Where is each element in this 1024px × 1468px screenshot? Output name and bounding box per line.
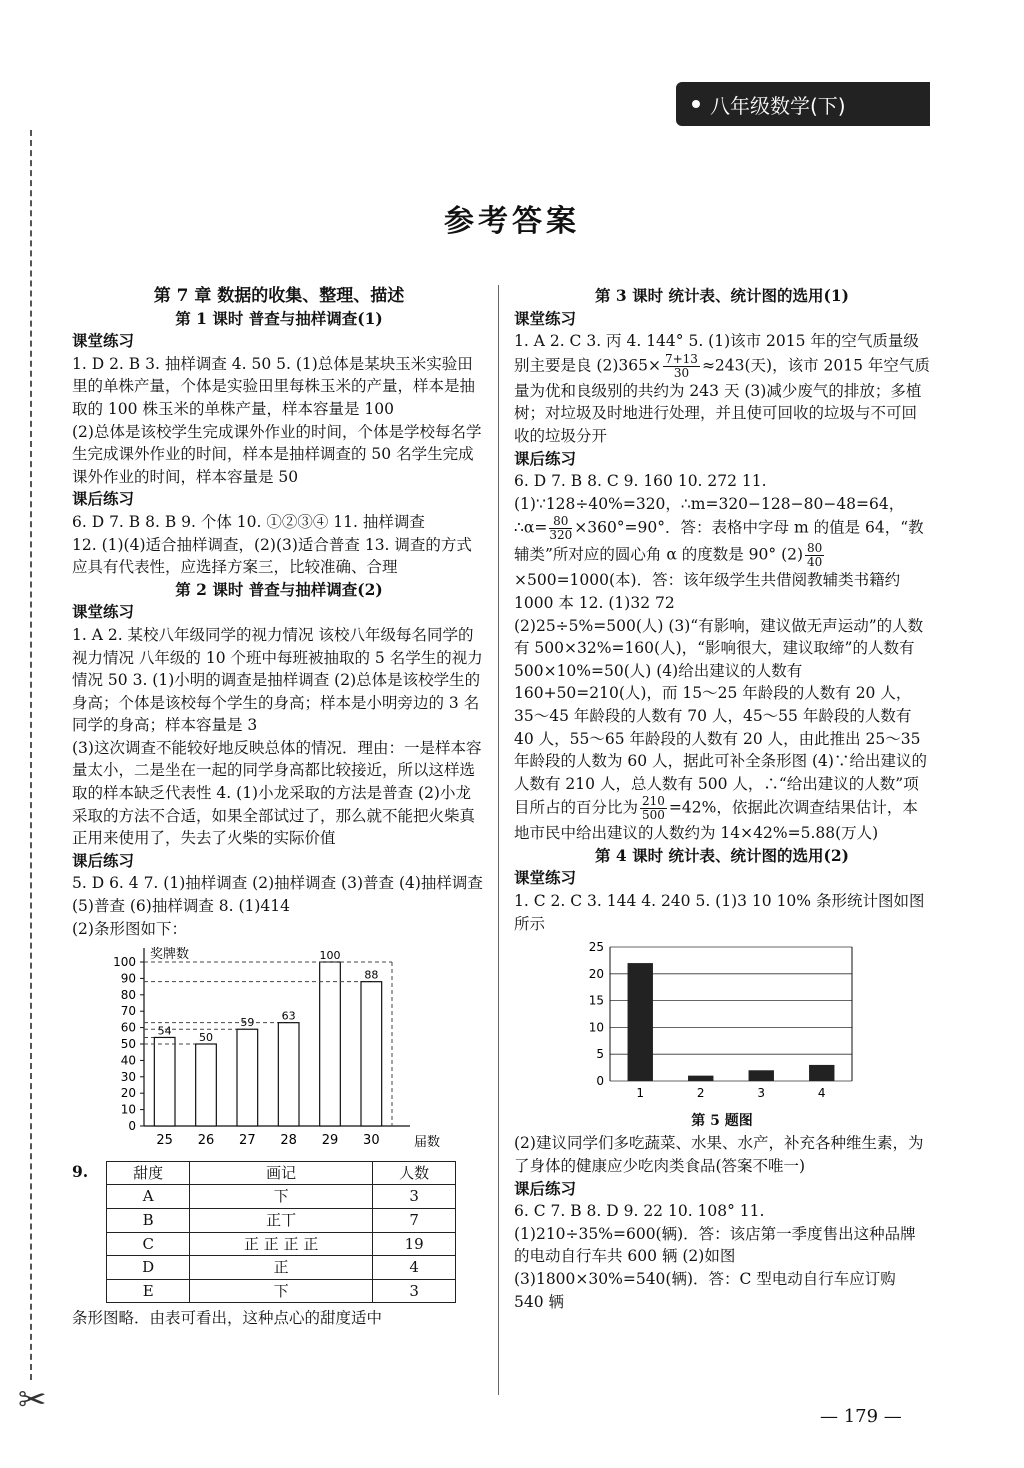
table-header-row [107,1161,456,1185]
bar [320,962,341,1126]
table-cell: 下 [190,1279,373,1303]
table-row [107,1209,456,1233]
bar [154,1038,175,1127]
x-tick-label: 25 [156,1133,173,1149]
answer-text: ×360°=90°．答：表格中字母 m 的值是 64，“教辅类”所对应的圆心角 α 的度数是 90° (2) [514,518,924,564]
answer-paragraph: (2)建议同学们多吃蔬菜、水果、水产，补充各种维生素，为了身体的健康应少吃肉类食品(答案不唯一) [514,1134,924,1176]
scissors-icon: ✂ [18,1380,47,1420]
data-label: 100 [319,949,341,963]
tally-block [72,1161,486,1304]
table-cell: 3 [373,1279,456,1303]
x-tick-label: 27 [239,1133,256,1149]
answer-paragraph: (2)总体是该校学生完成课外作业的时间，个体是学校每名学生完成课外作业的时间，样本是抽样调查的 50 名学生完成课外作业的时间，样本容量是 50 [72,422,482,486]
section-label: 课后练习 [72,850,135,870]
answer-text: ≈243(天)，该市 2015 年空气质量为优和良级别的共约为 243 天 (3)减少废气的排放；多植树；对垃圾及时地进行处理，并且使可回收的垃圾与不可回收的垃圾分开 [514,356,930,445]
fraction-denominator: 30 [673,365,690,380]
bar [688,1076,713,1081]
y-tick-label: 0 [596,1074,604,1089]
x-tick-label: 28 [280,1133,297,1149]
left-column [72,285,486,1330]
section-label: 课堂练习 [72,602,135,622]
y-tick-label: 0 [128,1119,136,1134]
answer-paragraph [514,330,930,447]
answer-text: 6. D 7. B 8. C 9. 160 10. 272 11. (1)∵128÷40%=320，∴m=320−128−80−48=64，∴α= [514,472,905,537]
y-tick-label: 10 [588,1020,604,1035]
y-tick-label: 60 [120,1020,136,1035]
x-tick-label: 2 [696,1086,705,1101]
chapter-title: 第 7 章 数据的收集、整理、描述 [153,286,405,306]
table-row [107,1279,456,1303]
answer-paragraph: 5. D 6. 4 7. (1)抽样调查 (2)抽样调查 (3)普查 (4)抽样调查 (5)普查 (6)抽样调查 8. (1)414 [72,874,483,916]
answer-paragraph: 12. (1)(4)适合抽样调查，(2)(3)适合普查 13. 调查的方式应具有代表性，应选择方案三，比较准确、合理 [72,535,472,577]
lesson-title: 第 1 课时 普查与抽样调查(1) [175,308,383,328]
bar [237,1029,258,1126]
table-cell: 7 [373,1209,456,1233]
fraction [663,353,700,380]
y-tick-label: 5 [596,1047,604,1062]
section-label: 课堂练习 [514,868,577,888]
lesson-title: 第 2 课时 普查与抽样调查(2) [175,579,383,599]
fraction-denominator: 40 [807,555,823,570]
bar [628,963,653,1081]
answer-paragraph [514,615,930,845]
fraction-numerator: 80 [549,515,572,529]
y-tick-label: 70 [120,1004,136,1019]
bar [196,1044,217,1126]
table-cell: A [107,1185,190,1209]
section-label: 课后练习 [72,489,135,509]
data-label: 59 [240,1016,255,1030]
table-cell: 3 [373,1185,456,1209]
bar [749,1071,774,1082]
bar [278,1023,299,1126]
fraction-numerator: 7+13 [664,351,698,366]
lesson-title: 第 3 课时 统计表、统计图的选用(1) [595,286,849,305]
y-tick-label: 50 [120,1037,136,1052]
answer-paragraph: 条形图略．由表可看出，这种点心的甜度适中 [72,1309,383,1328]
medal-bar-chart [72,940,486,1150]
table-cell: 正丅 [190,1209,373,1233]
section-label: 课堂练习 [72,331,135,351]
header-tab-label: 八年级数学(下) [710,93,846,118]
table-cell: C [107,1232,190,1256]
table-cell: 正 [190,1256,373,1280]
question5-bar-chart [514,935,930,1103]
answer-paragraph: 1. A 2. 某校八年级同学的视力情况 该校八年级每名同学的视力情况 八年级的 10 个班中每班被抽取的 5 名学生的视力情况 50 3. (1)小明的调查是抽样调查 (2)总体是该校学生的身高；个体是该校每个学生的身高；样本是小明旁边的 3 名同学的身高；样本容量是 3 [72,625,483,735]
data-label: 54 [157,1024,172,1038]
table-cell: 下 [190,1185,373,1209]
fraction-numerator: 210 [642,794,665,809]
y-tick-label: 20 [588,967,604,982]
table-cell: 4 [373,1256,456,1280]
data-label: 50 [199,1031,213,1045]
y-tick-label: 80 [120,988,136,1003]
page-title: 参考答案 [444,204,580,239]
figure-caption: 第 5 题图 [691,1112,753,1129]
table-cell: B [107,1209,190,1233]
y-tick-label: 30 [120,1070,136,1085]
y-tick-label: 40 [120,1053,136,1068]
answer-paragraph: (3)这次调查不能较好地反映总体的情况．理由：一是样本容量太小，二是坐在一起的同学身高都比较接近，所以这样选取的样本缺乏代表性 4. (1)小龙采取的方法是普查 (2)小龙采取的方法不合适，如果全部试过了，那么就不能把火柴真正用来使用了，失去了火柴的实际价值 [72,738,482,848]
y-tick-label: 20 [120,1086,136,1101]
x-tick-label: 3 [757,1086,766,1101]
answer-text: ×500=1000(本)．答：该年级学生共借阅教辅类书籍约 1000 本 12. (1)32 72 [514,571,901,612]
fraction [640,795,667,822]
x-tick-label: 26 [197,1133,215,1149]
header-tab [676,82,930,126]
table-header-cell: 甜度 [107,1161,190,1185]
table-cell: D [107,1256,190,1280]
answer-text: =42%，依据此次调查结果估计，本地市民中给出建议的人数约为 14×42%=5.88(万人) [514,798,918,843]
table-header-cell: 人数 [373,1161,456,1185]
data-label: 63 [281,1009,296,1023]
answer-paragraph: 1. D 2. B 3. 抽样调查 4. 50 5. (1)总体是某块玉米实验田里的单株产量，个体是实验田里每株玉米的产量，样本是抽取的 100 株玉米的单株产量，样本容量是 100 [72,354,476,418]
fraction-denominator: 500 [642,808,665,823]
answer-paragraph: (2)条形图如下： [72,919,187,938]
answer-paragraph [514,470,930,614]
question-number: 9. [72,1161,89,1181]
answer-paragraph: 6. D 7. B 8. B 9. 个体 10. ①②③④ 11. 抽样调查 [72,512,425,531]
table-cell: 正 正 正 正 [190,1232,373,1256]
bar [809,1065,834,1081]
x-tick-label: 29 [321,1133,339,1149]
answer-text: (2)25÷5%=500(人) (3)“有影响，建议做无声运动”的人数有 500×32%=160(人)，“影响很大，建议取缔”的人数有 500×10%=50(人) (4)给出建议的人数有 160+50=210(人)，而 15～25 年龄段的人数有 20 人，35～45 年龄段的人数有 70 人，45～55 年龄段的人数有 40 人，55～65 年龄段的人数有 20 人，由此推出 25～35 年龄段的人数为 60 人，据此可补全条形图 (4)∵给出建议的人数有 210 人，总人数有 500 人，∴“给出建议的人数”项目所占的百分比为 [514,616,927,817]
y-tick-label: 25 [588,940,604,955]
data-label: 88 [364,968,379,982]
y-tick-label: 10 [120,1102,136,1117]
bullet-icon [692,100,700,108]
answer-paragraph: 6. C 7. B 8. D 9. 22 10. 108° 11. (1)210÷35%=600(辆)．答：该店第一季度售出这种品牌的电动自行车共 600 辆 (2)如图 (3)1800×30%=540(辆)．答：C 型电动自行车应订购 540 辆 [514,1202,916,1311]
table-header-cell: 画记 [190,1161,373,1185]
fraction-denominator: 320 [549,528,573,543]
section-label: 课堂练习 [514,308,577,328]
x-tick-label: 1 [636,1086,645,1101]
tally-table [106,1161,456,1304]
table-cell: E [107,1279,190,1303]
answer-paragraph: 1. C 2. C 3. 144 4. 240 5. (1)3 10 10% 条形统计图如图所示 [514,892,925,933]
column-divider [498,285,499,1395]
cut-line [30,130,32,1380]
section-label: 课后练习 [514,1178,577,1198]
y-tick-label: 90 [120,971,136,986]
fraction-numerator: 80 [807,541,823,556]
page-number: — 179 — [820,1406,902,1427]
x-tick-label: 4 [817,1086,826,1101]
table-row [107,1185,456,1209]
y-tick-label: 15 [588,993,604,1008]
bar [361,982,382,1126]
y-axis-label: 奖牌数 [150,947,190,963]
answer-text: 1. A 2. C 3. 丙 4. 144° 5. (1)该市 2015 年的空气质量级别主要是良 (2)365× [514,332,919,375]
right-column [514,285,930,1313]
table-cell: 19 [373,1232,456,1256]
table-row [107,1256,456,1280]
x-tick-label: 30 [363,1133,380,1149]
x-axis-label: 届数 [414,1135,441,1151]
table-row [107,1232,456,1256]
y-tick-label: 100 [113,955,136,970]
section-label: 课后练习 [514,448,577,468]
fraction [805,542,824,569]
lesson-title: 第 4 课时 统计表、统计图的选用(2) [595,845,849,865]
fraction [549,515,572,542]
